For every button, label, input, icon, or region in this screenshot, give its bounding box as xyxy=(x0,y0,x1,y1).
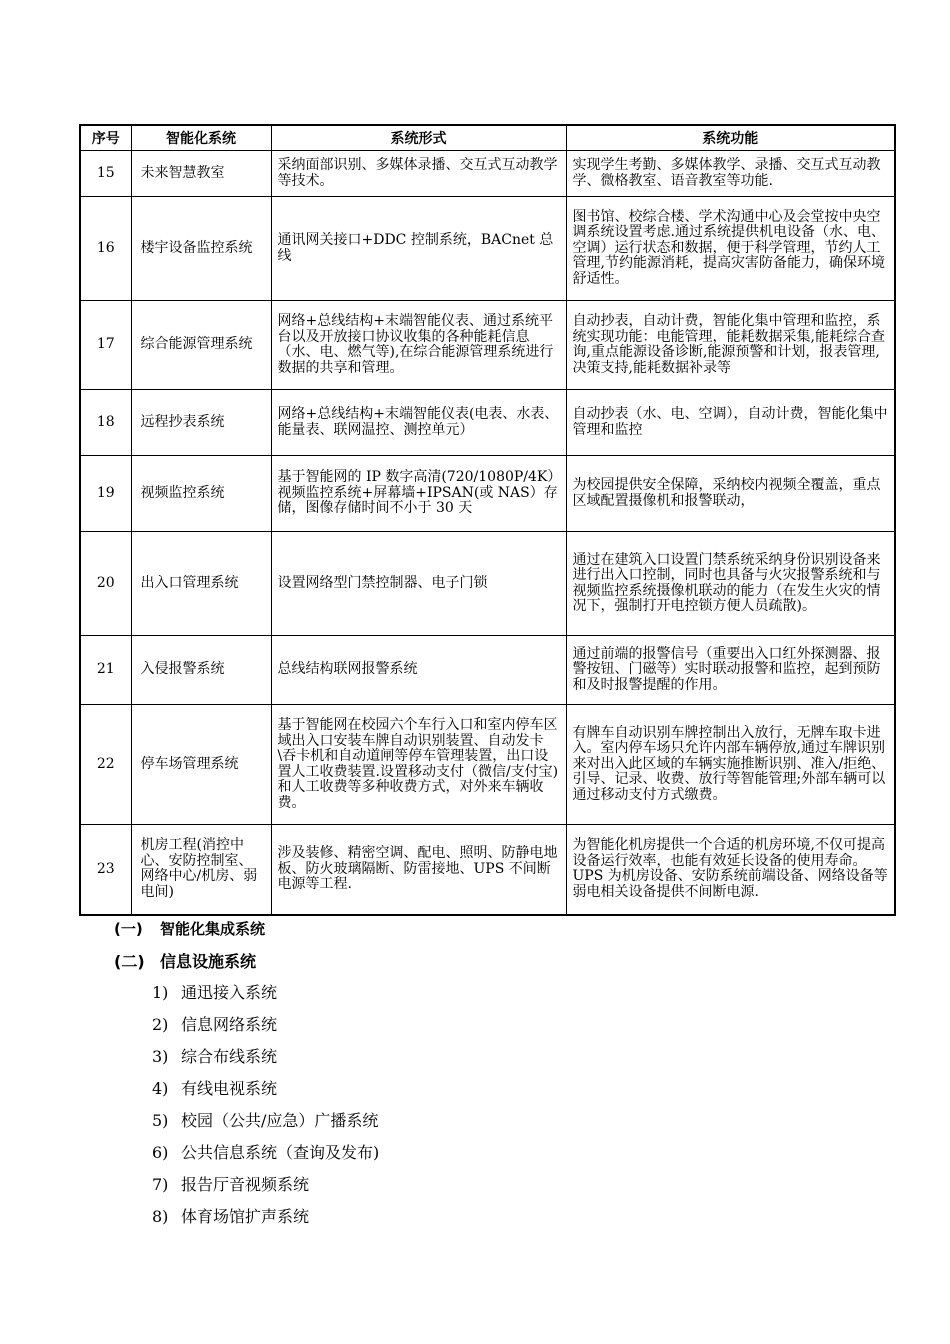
list-item-number: 4) xyxy=(152,1079,169,1098)
system-name: 机房工程(消控中心、安防控制室、网络中心/机房、弱电间) xyxy=(131,825,271,915)
row-number: 23 xyxy=(80,825,131,915)
list-item-number: 6) xyxy=(152,1143,169,1162)
system-form: 设置网络型门禁控制器、电子门锁 xyxy=(271,532,566,636)
system-form: 网络+总线结构+末端智能仪表、通过系统平台以及开放接口协议收集的各种能耗信息（水、电、燃气等),在综合能源管理系统进行数据的共享和管理。 xyxy=(271,301,566,390)
system-form: 基于智能网的 IP 数字高清(720/1080P/4K）视频监控系统+屏幕墙+IPSAN(或 NAS）存储，图像存储时间不小于 30 天 xyxy=(271,456,566,532)
system-function: 图书馆、校综合楼、学术沟通中心及会堂按中央空调系统设置考虑.通过系统提供机电设备（水、电、空调）运行状态和数据，便于科学管理，节约人工管理,节约能源消耗，提高灾害防备能力，确保环境舒适性。 xyxy=(566,197,895,301)
system-function: 通过前端的报警信号（重要出入口红外探测器、报警按钮、门磁等）实时联动报警和监控，起到预防和及时报警提醒的作用。 xyxy=(566,636,895,705)
table-row xyxy=(80,705,895,825)
table-row xyxy=(80,636,895,705)
list-item xyxy=(152,982,379,1014)
system-function: 自动抄表，自动计费，智能化集中管理和监控，系统实现功能：电能管理，能耗数据采集,能耗综合查询,重点能源设备诊断,能源预警和计划，报表管理,决策支持,能耗数据补录等 xyxy=(566,301,895,390)
list-item-text: 综合布线系统 xyxy=(181,1047,278,1066)
table-row xyxy=(80,151,895,197)
system-form: 通讯网关接口+DDC 控制系统，BACnet 总线 xyxy=(271,197,566,301)
list-item-text: 公共信息系统（查询及发布) xyxy=(181,1143,380,1162)
list-item-text: 信息网络系统 xyxy=(181,1015,278,1034)
systems-table xyxy=(79,124,896,916)
system-form: 采纳面部识别、多媒体录播、交互式互动教学等技术。 xyxy=(271,151,566,197)
section-heading-info-facilities xyxy=(114,949,256,972)
system-function: 实现学生考勤、多媒体教学、录播、交互式互动教学、微格教室、语音教室等功能. xyxy=(566,151,895,197)
system-name: 未来智慧教室 xyxy=(131,151,271,197)
list-item-text: 校园（公共/应急）广播系统 xyxy=(181,1111,379,1130)
table-row xyxy=(80,197,895,301)
list-item-number: 5) xyxy=(152,1111,169,1130)
list-item-number: 3) xyxy=(152,1047,169,1066)
list-item-number: 2) xyxy=(152,1015,169,1034)
list-item-number: 8) xyxy=(152,1207,169,1226)
table-row xyxy=(80,532,895,636)
row-number: 18 xyxy=(80,390,131,456)
table-row xyxy=(80,390,895,456)
system-name: 综合能源管理系统 xyxy=(131,301,271,390)
system-name: 视频监控系统 xyxy=(131,456,271,532)
info-facilities-list xyxy=(152,982,379,1238)
function-paragraph: 为智能化机房提供一个合适的机房环境,不仅可提高设备运行效率，也能有效延长设备的使用寿命。 xyxy=(572,837,885,869)
table-row xyxy=(80,456,895,532)
system-function: 通过在建筑入口设置门禁系统采纳身份识别设备来进行出入口控制，同时也具备与火灾报警系统和与视频监控系统摄像机联动的能力（在发生火灾的情况下，强制打开电控锁方便人员疏散)。 xyxy=(566,532,895,636)
list-item-text: 报告厅音视频系统 xyxy=(181,1175,310,1194)
section-title: 信息设施系统 xyxy=(160,952,257,971)
system-function: 为校园提供安全保障，采纳校内视频全覆盖，重点区域配置摄像机和报警联动， xyxy=(566,456,895,532)
header-function: 系统功能 xyxy=(566,125,895,151)
table-header-row xyxy=(80,125,895,151)
system-name: 出入口管理系统 xyxy=(131,532,271,636)
list-item-text: 有线电视系统 xyxy=(181,1079,278,1098)
list-item xyxy=(152,1014,379,1046)
header-form: 系统形式 xyxy=(271,125,566,151)
function-paragraph: UPS 为机房设备、安防系统前端设备、网络设备等弱电相关设备提供不间断电源. xyxy=(572,868,888,900)
list-item xyxy=(152,1110,379,1142)
system-name: 入侵报警系统 xyxy=(131,636,271,705)
row-number: 17 xyxy=(80,301,131,390)
list-item-text: 体育场馆扩声系统 xyxy=(181,1207,310,1226)
row-number: 19 xyxy=(80,456,131,532)
system-form: 基于智能网在校园六个车行入口和室内停车区域出入口安装车牌自动识别装置、自动发卡\吞卡机和自动道闸等停车管理装置，出口设置人工收费装置.设置移动支付（微信/支付宝)和人工收费等多种收费方式，对外来车辆收费。 xyxy=(271,705,566,825)
system-name: 远程抄表系统 xyxy=(131,390,271,456)
system-form: 总线结构联网报警系统 xyxy=(271,636,566,705)
list-item xyxy=(152,1142,379,1174)
system-function xyxy=(566,825,895,915)
section-heading-integration xyxy=(114,918,265,939)
list-item xyxy=(152,1206,379,1238)
header-no: 序号 xyxy=(80,125,131,151)
system-function: 自动抄表（水、电、空调），自动计费，智能化集中管理和监控 xyxy=(566,390,895,456)
row-number: 16 xyxy=(80,197,131,301)
section-marker: (二) xyxy=(114,952,145,971)
section-title: 智能化集成系统 xyxy=(160,920,266,938)
section-marker: (一) xyxy=(114,920,143,938)
table-row xyxy=(80,825,895,915)
list-item-number: 1) xyxy=(152,983,169,1002)
system-form: 网络+总线结构+末端智能仪表(电表、水表、能量表、联网温控、测控单元） xyxy=(271,390,566,456)
list-item xyxy=(152,1174,379,1206)
system-name: 楼宇设备监控系统 xyxy=(131,197,271,301)
list-item-text: 通迅接入系统 xyxy=(181,983,278,1002)
system-name: 停车场管理系统 xyxy=(131,705,271,825)
system-function: 有牌车自动识别车牌控制出入放行，无牌车取卡进入。室内停车场只允许内部车辆停放,通过车牌识别来对出入此区域的车辆实施推断识别、准入/拒绝、引导、记录、收费、放行等智能管理;外部车辆可以通过移动支付方式缴费。 xyxy=(566,705,895,825)
system-form: 涉及装修、精密空调、配电、照明、防静电地板、防火玻璃隔断、防雷接地、UPS 不间断电源等工程. xyxy=(271,825,566,915)
row-number: 21 xyxy=(80,636,131,705)
list-item xyxy=(152,1046,379,1078)
row-number: 22 xyxy=(80,705,131,825)
row-number: 15 xyxy=(80,151,131,197)
header-system: 智能化系统 xyxy=(131,125,271,151)
list-item-number: 7) xyxy=(152,1175,169,1194)
list-item xyxy=(152,1078,379,1110)
row-number: 20 xyxy=(80,532,131,636)
table-row xyxy=(80,301,895,390)
